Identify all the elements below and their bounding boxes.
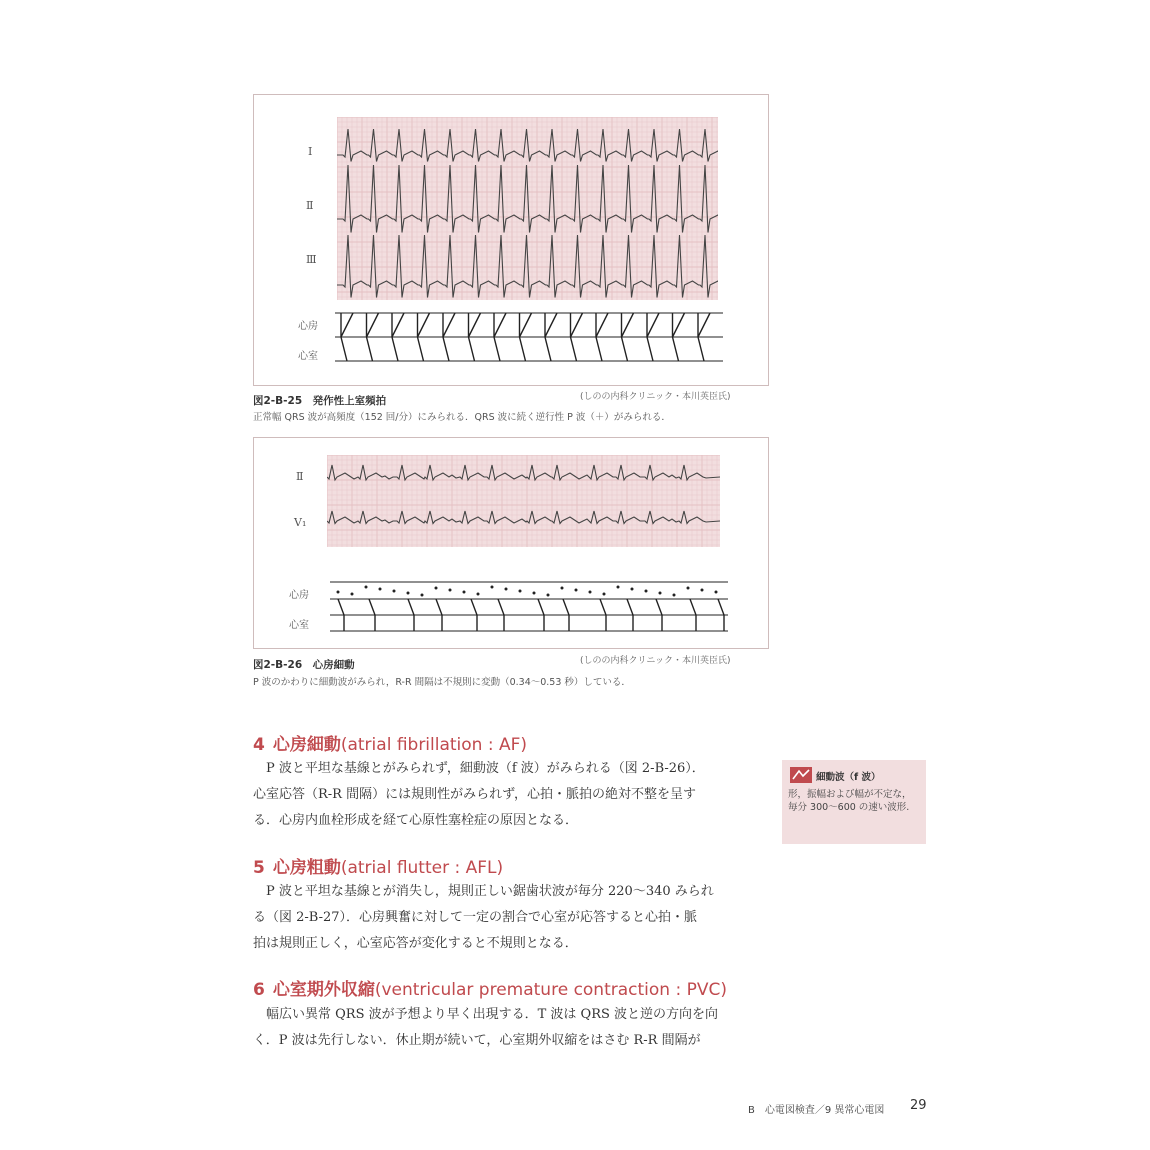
section-5-line-3: 拍は規則正しく，心室応答が変化すると不規則となる．: [253, 936, 578, 951]
glossary-side-note: [782, 760, 926, 844]
section-4-heading: [253, 730, 527, 755]
lead-label-i: I: [308, 145, 313, 158]
section-4-line-2: 心室応答（R-R 間隔）には規則性がみられず，心拍・脈拍の絶対不整を呈す: [253, 787, 697, 802]
ladder-fibrillation-dot: [533, 592, 536, 595]
ladder-label-atrium: 心房: [298, 321, 318, 332]
lead-label-v1: V₁: [294, 516, 307, 529]
ecg-trace-lead-2: [327, 511, 720, 524]
side-note-text: 形，振幅および幅が不定な，毎分 300～600 の速い波形.: [788, 789, 912, 813]
ecg-strip-paroxysmal-svt: [337, 117, 718, 300]
lead-label-ii: Ⅱ: [296, 470, 304, 483]
section-title-en: (ventricular premature contraction : PVC): [374, 980, 727, 1000]
ladder-label-ventricle: 心室: [298, 351, 318, 362]
section-4-line-1: P 波と平坦な基線とがみられず，細動波（f 波）がみられる（図 2-B-26）．: [253, 761, 705, 776]
ladder-fibrillation-dot: [561, 587, 564, 590]
ladder-fibrillation-dot: [575, 589, 578, 592]
section-number: 6: [253, 980, 265, 1000]
section-5-line-2: る（図 2-B-27）．心房興奮に対して一定の割合で心室が応答すると心拍・脈: [253, 910, 698, 925]
ladder-fibrillation-dot: [519, 590, 522, 593]
section-6-line-2: く．P 波は先行しない．休止期が続いて，心室期外収縮をはさむ R-R 間隔が: [253, 1033, 701, 1048]
lead-label-iii: Ⅲ: [306, 253, 317, 266]
running-footer-chapter: B 心電図検査／9 異常心電図: [748, 1105, 885, 1116]
ladder-fibrillation-dot: [701, 589, 704, 592]
ladder-fibrillation-dot: [645, 590, 648, 593]
figure-2-b-26-title: 図2-B-26 心房細動: [253, 659, 355, 671]
ladder-diagram-svt: [335, 310, 725, 364]
ladder-fibrillation-dot: [393, 590, 396, 593]
section-6-heading: [253, 975, 727, 1000]
section-title-jp: 心室期外収縮: [272, 980, 375, 1000]
ladder-fibrillation-dot: [463, 591, 466, 594]
ladder-diagram-af: [330, 577, 730, 633]
ecg-trace-lead-1: [327, 465, 720, 480]
section-title-en: (atrial flutter : AFL): [340, 858, 504, 878]
side-note-heading: 細動波（f 波）: [816, 772, 881, 783]
figure-2-b-25-credit: (しのの内科クリニック・本川英臣氏): [580, 392, 731, 402]
ladder-fibrillation-dot: [631, 588, 634, 591]
ladder-fibrillation-dot: [589, 591, 592, 594]
ladder-fibrillation-dot: [407, 592, 410, 595]
ladder-label-ventricle: 心室: [289, 620, 309, 631]
ladder-fibrillation-dot: [435, 587, 438, 590]
ladder-fibrillation-dot: [505, 588, 508, 591]
section-4-line-3: る．心房内血栓形成を経て心原性塞栓症の原因となる．: [253, 813, 579, 828]
section-number: 5: [253, 858, 265, 878]
side-note-marker-icon: [790, 767, 812, 783]
ladder-fibrillation-dot: [477, 593, 480, 596]
ladder-fibrillation-dot: [673, 594, 676, 597]
section-number: 4: [253, 735, 265, 755]
ladder-fibrillation-dot: [365, 586, 368, 589]
ladder-fibrillation-dot: [659, 592, 662, 595]
ladder-label-atrium: 心房: [289, 590, 309, 601]
ladder-fibrillation-dot: [715, 591, 718, 594]
ladder-fibrillation-dot: [687, 587, 690, 590]
ladder-fibrillation-dot: [337, 591, 340, 594]
ecg-trace-lead-1: [337, 129, 718, 162]
figure-2-b-26-credit: (しのの内科クリニック・本川英臣氏): [580, 656, 731, 666]
ladder-fibrillation-dot: [617, 586, 620, 589]
ladder-fibrillation-dot: [547, 594, 550, 597]
ladder-fibrillation-dot: [603, 593, 606, 596]
ladder-fibrillation-dot: [491, 586, 494, 589]
ecg-trace-lead-3: [337, 235, 718, 298]
page-number: 29: [910, 1098, 927, 1113]
figure-2-b-26-description: P 波のかわりに細動波がみられ，R-R 間隔は不規則に変動（0.34～0.53 秒）している．: [253, 677, 631, 688]
section-title-jp: 心房細動: [272, 735, 341, 755]
ecg-strip-atrial-fibrillation: [327, 455, 720, 547]
figure-2-b-25-description: 正常幅 QRS 波が高頻度（152 回/分）にみられる．QRS 波に続く逆行性 P 波（＋）がみられる．: [253, 412, 671, 423]
ladder-fibrillation-dot: [379, 588, 382, 591]
section-title-jp: 心房粗動: [272, 858, 341, 878]
ladder-fibrillation-dot: [421, 594, 424, 597]
figure-2-b-25-title: 図2-B-25 発作性上室頻拍: [253, 395, 387, 407]
section-title-en: (atrial fibrillation : AF): [340, 735, 528, 755]
ladder-fibrillation-dot: [351, 593, 354, 596]
lead-label-ii: Ⅱ: [306, 199, 314, 212]
ladder-fibrillation-dot: [449, 589, 452, 592]
section-5-heading: [253, 853, 503, 878]
section-6-line-1: 幅広い異常 QRS 波が予想より早く出現する．T 波は QRS 波と逆の方向を向: [253, 1007, 719, 1022]
ecg-trace-lead-2: [337, 165, 718, 233]
section-5-line-1: P 波と平坦な基線とが消失し，規則正しい鋸歯状波が毎分 220～340 みられ: [253, 884, 714, 899]
